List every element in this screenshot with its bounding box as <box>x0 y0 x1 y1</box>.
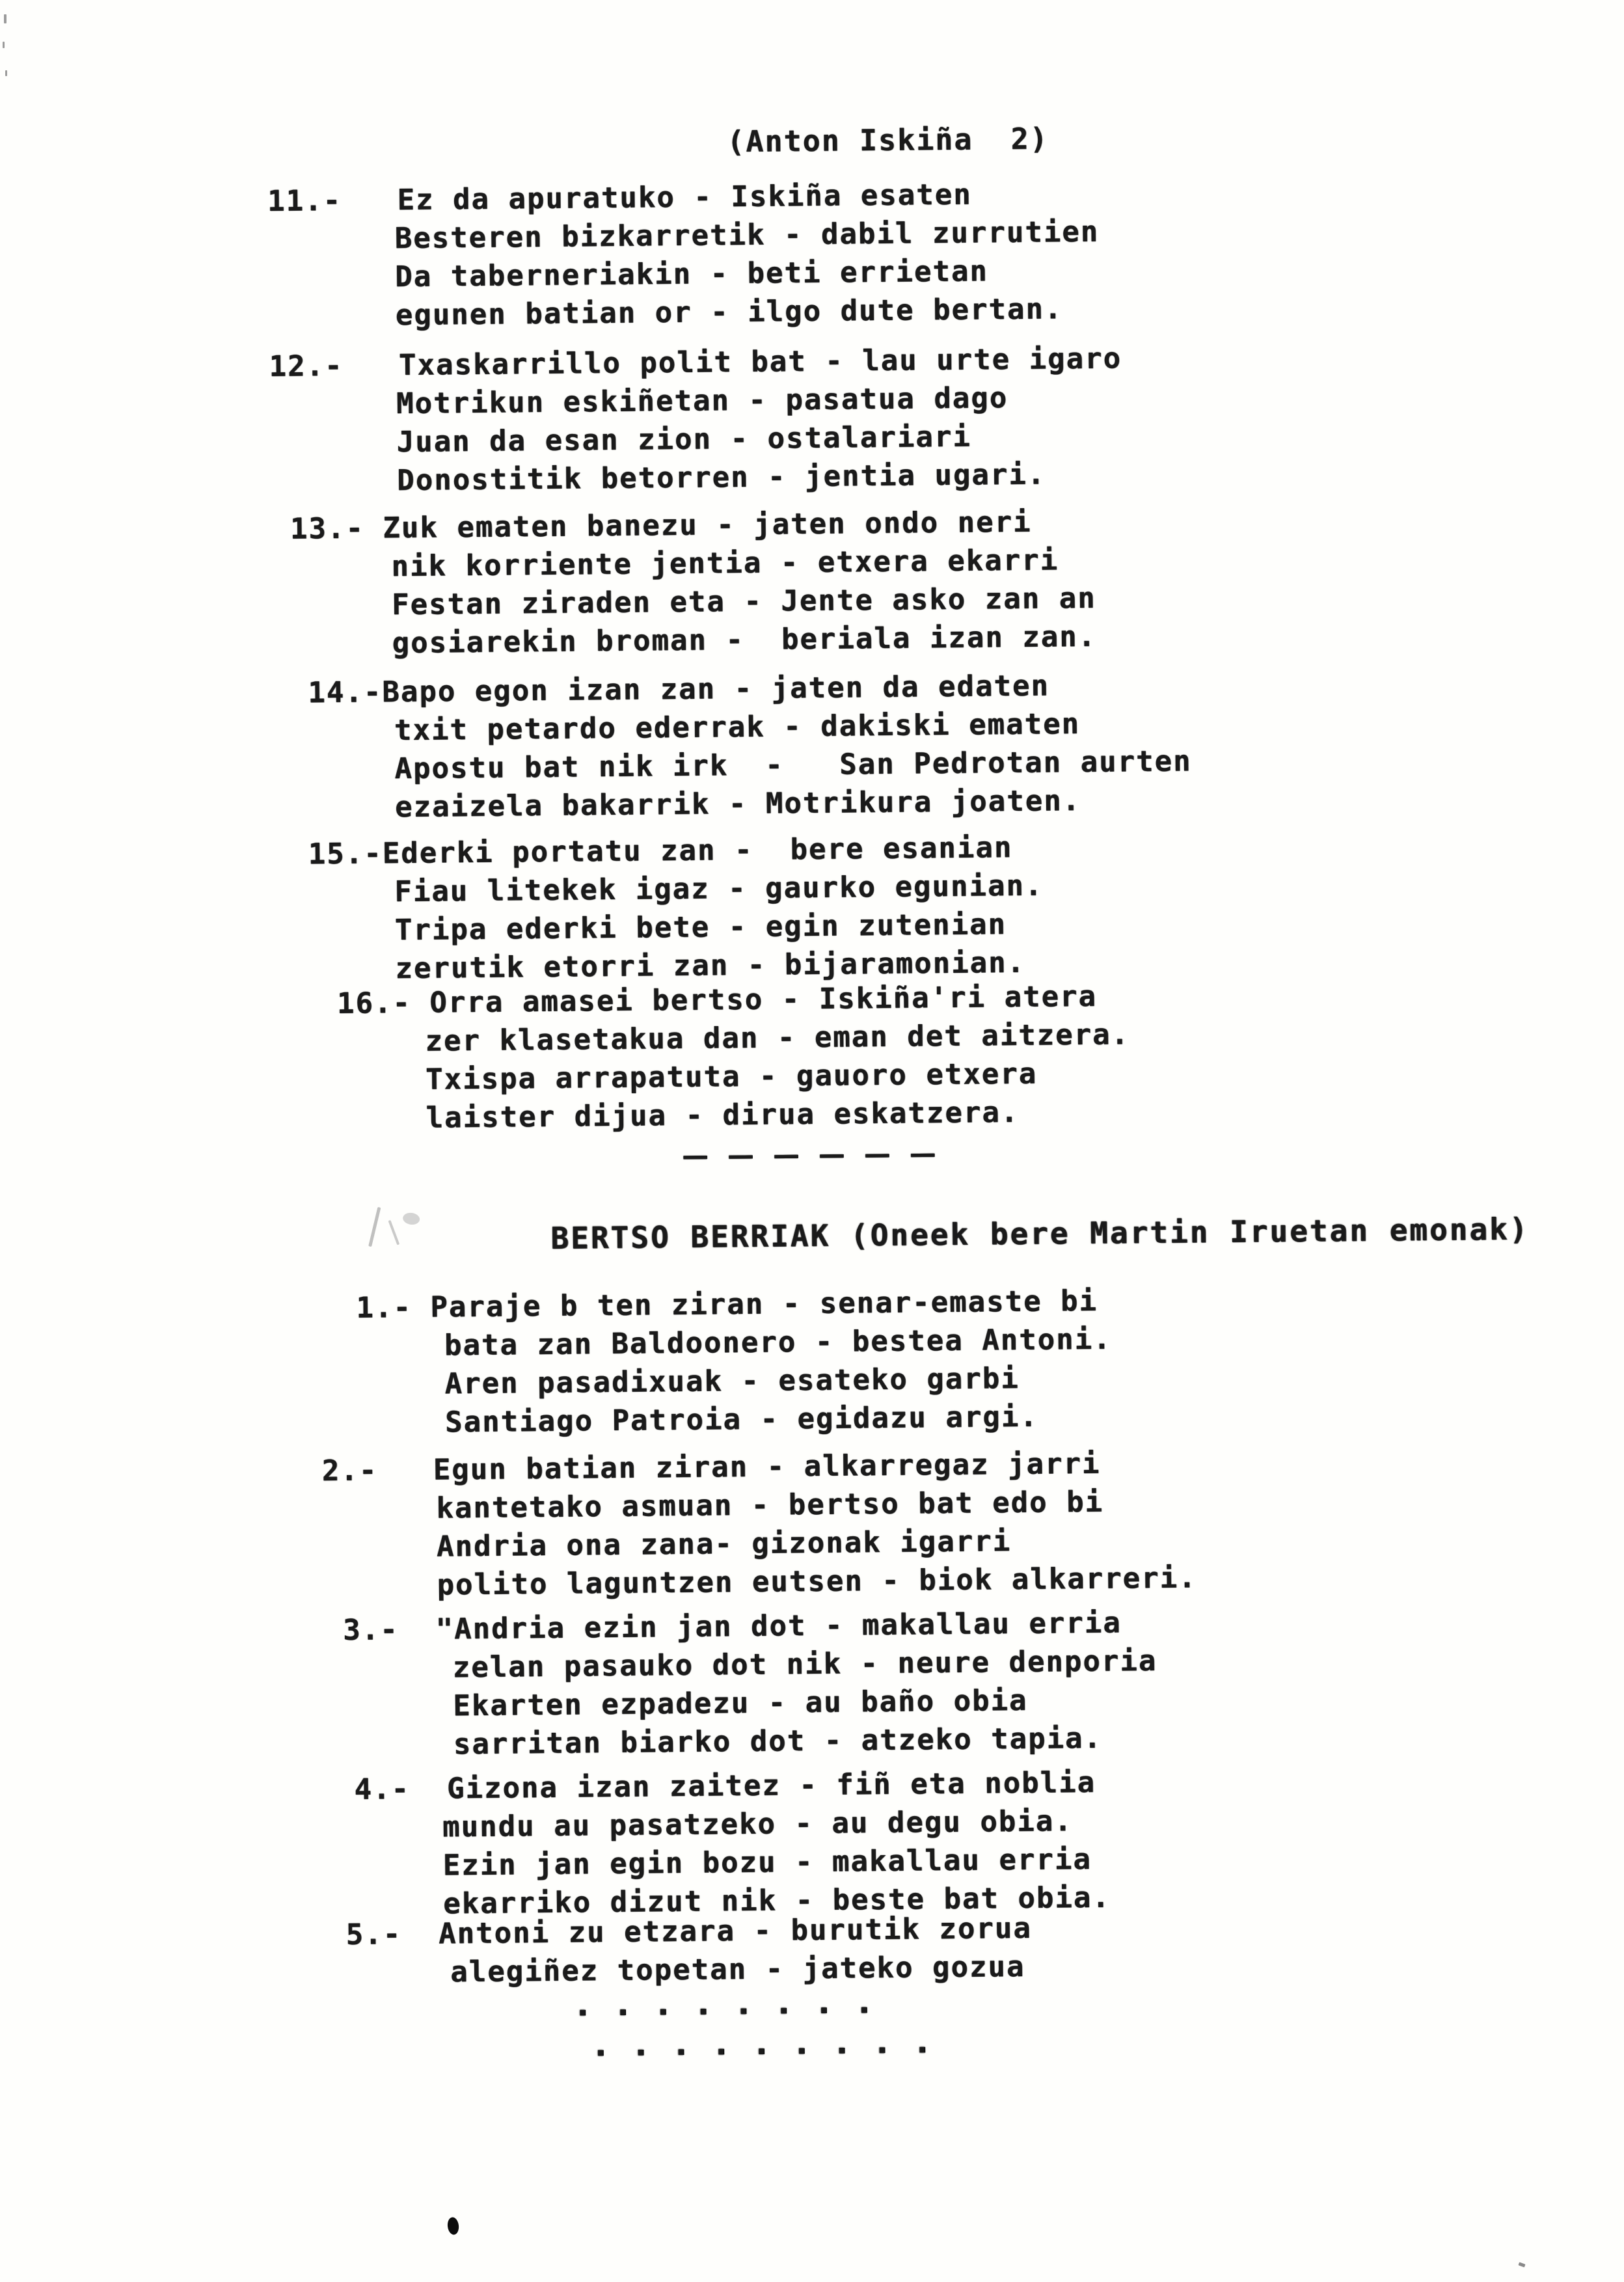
verse-line: 15.-Ederki portatu zan - bere esanian <box>308 831 1013 871</box>
verse-line: alegiñez topetan - jateko gozua <box>450 1949 1025 1989</box>
verse-line: Juan da esan zion - ostalariari <box>396 420 972 459</box>
verse-line: 11.- Ez da apuratuko - Iskiña esaten <box>267 178 972 218</box>
verse-s2v5 <box>345 1909 1032 1992</box>
verse-v13 <box>290 502 1097 664</box>
verse-line: 16.- Orra amasei bertso - Iskiña'ri atera <box>336 979 1098 1021</box>
verse-line: Donostitik betorren - jentia ugari. <box>397 457 1046 498</box>
verse-line: Apostu bat nik irk - San Pedrotan aurten <box>394 744 1192 786</box>
verse-line: 3.- "Andria ezin jan dot - makallau erria <box>342 1606 1122 1647</box>
verse-line: 14.-Bapo egon izan zan - jaten da edaten <box>308 669 1050 710</box>
verse-line: Da taberneriakin - beti errietan <box>395 254 989 294</box>
verse-line: Ezin jan egin bozu - makallau erria <box>442 1842 1092 1882</box>
verse-s2v2 <box>322 1443 1197 1605</box>
verse-v16 <box>337 977 1131 1138</box>
verse-line: Fiau litekek igaz - gaurko egunian. <box>394 869 1044 909</box>
verse-line: 13.- Zuk ematen banezu - jaten ondo neri <box>290 505 1032 546</box>
verse-line: gosiarekin broman - beriala izan zan. <box>392 619 1097 660</box>
verse-s2v4 <box>354 1763 1111 1924</box>
verse-line: Besteren bizkarretik - dabil zurrutien <box>394 215 1100 256</box>
verse-line: bata zan Baldoonero - bestea Antoni. <box>444 1322 1112 1363</box>
verse-line: kantetako asmuan - bertso bat edo bi <box>436 1485 1104 1525</box>
ellipsis-row-2: . . . . . . . . . <box>591 2024 933 2064</box>
verse-line: sarritan biarko dot - atzeko tapia. <box>453 1721 1103 1761</box>
verse-line: 1.- Paraje b ten ziran - senar-emaste bi <box>356 1284 1098 1325</box>
verse-s2v1 <box>356 1282 1113 1443</box>
verse-line: Tripa ederki bete - egin zutenian <box>394 908 1007 947</box>
verse-line: zelan pasauko dot nik - neure denporia <box>452 1644 1157 1685</box>
verse-line: egunen batian or - ilgo dute bertan. <box>395 292 1063 333</box>
verse-line: polito laguntzen eutsen - biok alkarreri. <box>437 1561 1197 1602</box>
verse-s2v3 <box>343 1603 1158 1765</box>
ellipsis-row-1: . . . . . . . . <box>573 1984 875 2024</box>
verse-line: zerutik etorri zan - bijaramonian. <box>395 945 1026 986</box>
verse-line: laister dijua - dirua eskatzera. <box>426 1095 1020 1135</box>
verse-line: ezaizela bakarrik - Motrikura joaten. <box>394 784 1081 824</box>
verse-line: Andria ona zana- gizonak igarri <box>436 1525 1012 1564</box>
ink-blot <box>447 2217 460 2236</box>
verse-line: nik korriente jentia - etxera ekarri <box>391 543 1059 584</box>
verse-line: Ekarten ezpadezu - au baño obia <box>453 1683 1028 1723</box>
verse-line: mundu au pasatzeko - au degu obia. <box>442 1804 1074 1844</box>
verse-v12 <box>269 339 1123 501</box>
pencil-smudge <box>365 1201 437 1264</box>
verse-line: zer klasetakua dan - eman det aitzera. <box>425 1018 1130 1058</box>
page-title: (Anton Iskiña 2) <box>727 121 1049 159</box>
verse-line: txit petardo ederrak - dakiski ematen <box>394 707 1081 748</box>
verse-line: Santiago Patroia - egidazu argi. <box>444 1400 1039 1439</box>
section-separator-dashes: — — — — — — <box>682 1139 940 1171</box>
verse-v14 <box>308 665 1192 827</box>
verse-line: Aren pasadixuak - esateko garbi <box>444 1361 1020 1401</box>
verse-line: Festan ziraden eta - Jente asko zan an <box>391 581 1096 622</box>
verse-v11 <box>267 174 1100 336</box>
verse-v15 <box>308 828 1044 989</box>
verse-line: ekarriko dizut nik - beste bat obia. <box>443 1881 1111 1921</box>
verse-line: Txispa arrapatuta - gauoro etxera <box>425 1057 1038 1096</box>
verse-line: 12.- Txaskarrillo polit bat - lau urte igaro <box>269 342 1122 383</box>
verse-line: 4.- Gizona izan zaitez - fiñ eta noblia <box>354 1765 1096 1806</box>
verse-line: 2.- Egun batian ziran - alkarregaz jarri <box>321 1447 1101 1488</box>
verse-line: 5.- Antoni zu etzara - burutik zorua <box>345 1911 1033 1951</box>
section-heading: BERTSO BERRIAK (Oneek bere Martin Iruetan emonak) <box>550 1211 1530 1256</box>
verse-line: Motrikun eskiñetan - pasatua dago <box>396 381 1008 421</box>
